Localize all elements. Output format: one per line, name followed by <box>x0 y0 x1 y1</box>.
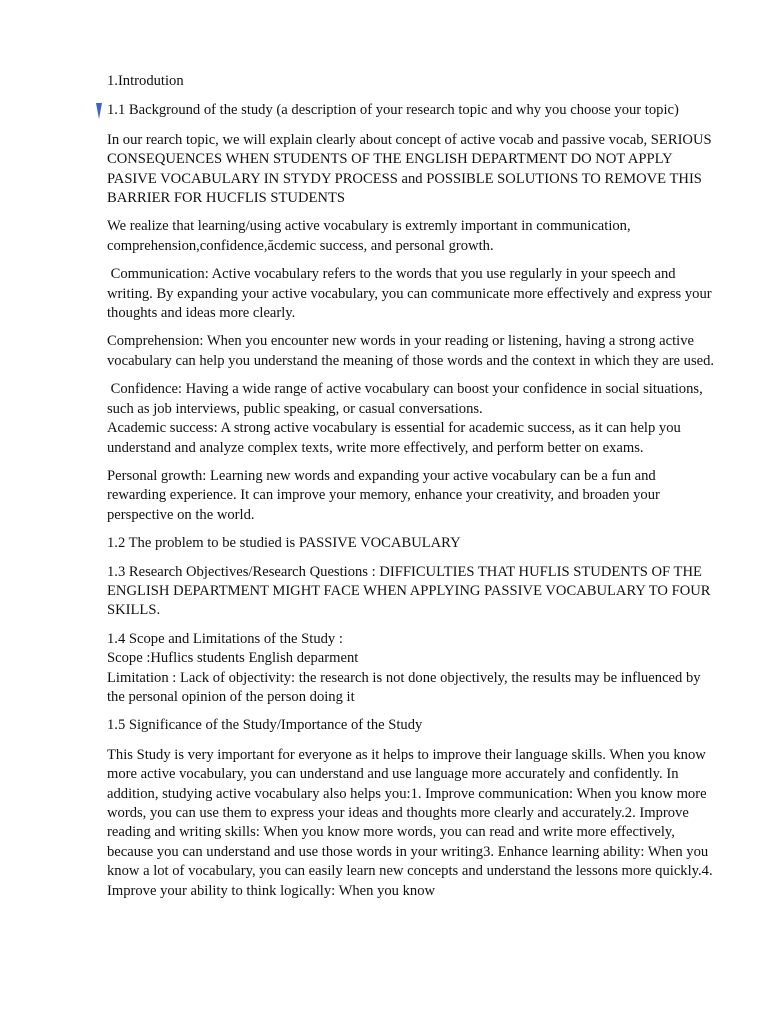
paragraph-scope: Scope :Huflics students English deparment <box>107 650 359 667</box>
comment-marker-icon[interactable] <box>96 103 102 119</box>
paragraph-confidence: Confidence: Having a wide range of active vocabulary can boost your confidence in social situations, such as job interviews, public speaking, or casual conversations. <box>107 381 707 417</box>
paragraph-communication: Communication: Active vocabulary refers to the words that you use regularly in your speech and writing. By expanding your active vocabulary, you can communicate more effectively and express your thoughts and ideas more clearly. <box>107 266 716 322</box>
section-1-3-heading: 1.3 Research Objectives/Research Questions : DIFFICULTIES THAT HUFLIS STUDENTS OF THE ENGLISH DEPARTMENT MIGHT FACE WHEN APPLYING PASSIVE VOCABULARY TO FOUR SKILLS. <box>107 563 711 619</box>
paragraph-importance: We realize that learning/using active vocabulary is extremly important in communication, comprehension,confidence,ăcdemic success, and personal growth. <box>107 218 631 254</box>
paragraph-research-topic: In our rearch topic, we will explain clearly about concept of active vocab and passive vocab, SERIOUS CONSEQUENCES WHEN STUDENTS OF THE ENGLISH DEPARTMENT DO NOT APPLY PASIVE VOCABULARY IN STYDY PROCESS and POSSIBLE SOLUTIONS TO REMOVE THIS BARRIER FOR HUCFLIS STUDENTS <box>107 131 712 207</box>
section-1-5-heading: 1.5 Significance of the Study/Importance of the Study <box>107 717 423 734</box>
section-1-4-heading: 1.4 Scope and Limitations of the Study : <box>107 630 343 647</box>
paragraph-comprehension: Comprehension: When you encounter new words in your reading or listening, having a strong active vocabulary can help you understand the meaning of those words and the context in which they are used. <box>107 333 715 369</box>
paragraph-significance: This Study is very important for everyone as it helps to improve their language skills. When you know more active vocabulary, you can understand and use language more accurately and confidently. In addition, studying active vocabulary also helps you:1. Improve communication: When you know more words, you can use them to express your ideas and thoughts more clearly and accurately.2. Improve reading and writing skills: When you know more words, you can read and write more effectively, because you can understand and use those words in your writing3. Enhance learning ability: When you know a lot of vocabulary, you can easily learn new concepts and understand the lessons more quickly.4. Improve your ability to think logically: When you know <box>107 746 713 899</box>
paragraph-academic-success: Academic success: A strong active vocabulary is essential for academic success, as it can help you understand and analyze complex texts, write more effectively, and perform better on exams. <box>107 420 681 456</box>
section-1-1-heading: 1.1 Background of the study (a description of your research topic and why you choose your topic) <box>107 102 679 119</box>
section-1-2-heading: 1.2 The problem to be studied is PASSIVE VOCABULARY <box>107 535 461 552</box>
document-heading: 1.Introdution <box>107 73 184 89</box>
paragraph-limitation: Limitation : Lack of objectivity: the research is not done objectively, the results may be influenced by the personal opinion of the person doing it <box>107 669 701 705</box>
paragraph-personal-growth: Personal growth: Learning new words and expanding your active vocabulary can be a fun and rewarding experience. It can improve your memory, enhance your creativity, and broaden your perspective on the world. <box>107 467 660 523</box>
document-body <box>107 72 717 910</box>
